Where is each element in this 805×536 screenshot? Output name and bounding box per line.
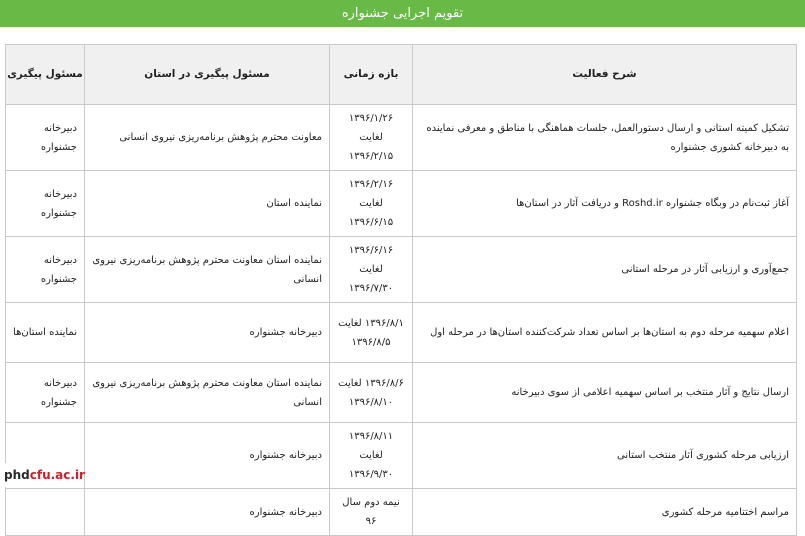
province-official-cell: دبیرخانه جشنواره: [85, 303, 330, 363]
follow-up-official-cell: دبیرخانه جشنواره: [6, 363, 85, 423]
table-row: [6, 489, 797, 536]
province-official-cell: نماینده استان معاونت محترم پژوهش برنامه‌ریزی نیروی انسانی: [85, 237, 330, 303]
header-follow-up-official: مسئول پیگیری: [6, 45, 85, 105]
activity-cell: تشکیل کمیته استانی و ارسال دستورالعمل، جلسات هماهنگی با مناطق و معرفی نماینده به دبیرخانه کشوری جشنواره: [413, 105, 797, 171]
period-cell: ۱۳۹۶/۸/۶ لغایت ۱۳۹۶/۸/۱۰: [330, 363, 413, 423]
watermark-part2: cfu.ac.ir: [29, 468, 85, 482]
table-row: [6, 303, 797, 363]
activity-cell: جمع‌آوری و ارزیابی آثار در مرحله استانی: [413, 237, 797, 303]
follow-up-official-cell: دبیرخانه جشنواره: [6, 171, 85, 237]
follow-up-official-cell: دبیرخانه جشنواره: [6, 105, 85, 171]
province-official-cell: دبیرخانه جشنواره: [85, 489, 330, 536]
province-official-cell: معاونت محترم پژوهش برنامه‌ریزی نیروی انسانی: [85, 105, 330, 171]
activity-cell: آغاز ثبت‌نام در وبگاه جشنواره Roshd.ir و دریافت آثار در استان‌ها: [413, 171, 797, 237]
follow-up-official-cell: [6, 489, 85, 536]
period-cell: ۱۳۹۶/۸/۱۱ لغایت ۱۳۹۶/۹/۳۰: [330, 423, 413, 489]
page-title-banner: [0, 0, 805, 27]
table-row: [6, 105, 797, 171]
watermark-part1: phd: [4, 468, 30, 482]
activity-cell: ارزیابی مرحله کشوری آثار منتخب استانی: [413, 423, 797, 489]
table-header: [6, 45, 797, 105]
header-activity: شرح فعالیت: [413, 45, 797, 105]
page-title: تقویم اجرایی جشنواره: [341, 6, 464, 21]
activity-cell: ارسال نتایج و آثار منتخب بر اساس سهمیه اعلامی از سوی دبیرخانه: [413, 363, 797, 423]
period-cell: ۱۳۹۶/۲/۱۶ لغایت ۱۳۹۶/۶/۱۵: [330, 171, 413, 237]
province-official-cell: دبیرخانه جشنواره: [85, 423, 330, 489]
schedule-table: [5, 44, 797, 536]
table-row: [6, 237, 797, 303]
period-cell: ۱۳۹۶/۱/۲۶ لغایت ۱۳۹۶/۲/۱۵: [330, 105, 413, 171]
header-province-official: مسئول پیگیری در استان: [85, 45, 330, 105]
table-row: [6, 363, 797, 423]
table-row: [6, 423, 797, 489]
table-row: [6, 171, 797, 237]
header-period: بازه زمانی: [330, 45, 413, 105]
follow-up-official-cell: نماینده استان‌ها: [6, 303, 85, 363]
activity-cell: مراسم اختتامیه مرحله کشوری: [413, 489, 797, 536]
province-official-cell: نماینده استان: [85, 171, 330, 237]
site-watermark: [0, 463, 84, 487]
period-cell: نیمه دوم سال ۹۶: [330, 489, 413, 536]
follow-up-official-cell: دبیرخانه جشنواره: [6, 237, 85, 303]
activity-cell: اعلام سهمیه مرحله دوم به استان‌ها بر اساس تعداد شرکت‌کننده استان‌ها در مرحله اول: [413, 303, 797, 363]
period-cell: ۱۳۹۶/۸/۱ لغایت ۱۳۹۶/۸/۵: [330, 303, 413, 363]
period-cell: ۱۳۹۶/۶/۱۶ لغایت ۱۳۹۶/۷/۳۰: [330, 237, 413, 303]
province-official-cell: نماینده استان معاونت محترم پژوهش برنامه‌ریزی نیروی انسانی: [85, 363, 330, 423]
